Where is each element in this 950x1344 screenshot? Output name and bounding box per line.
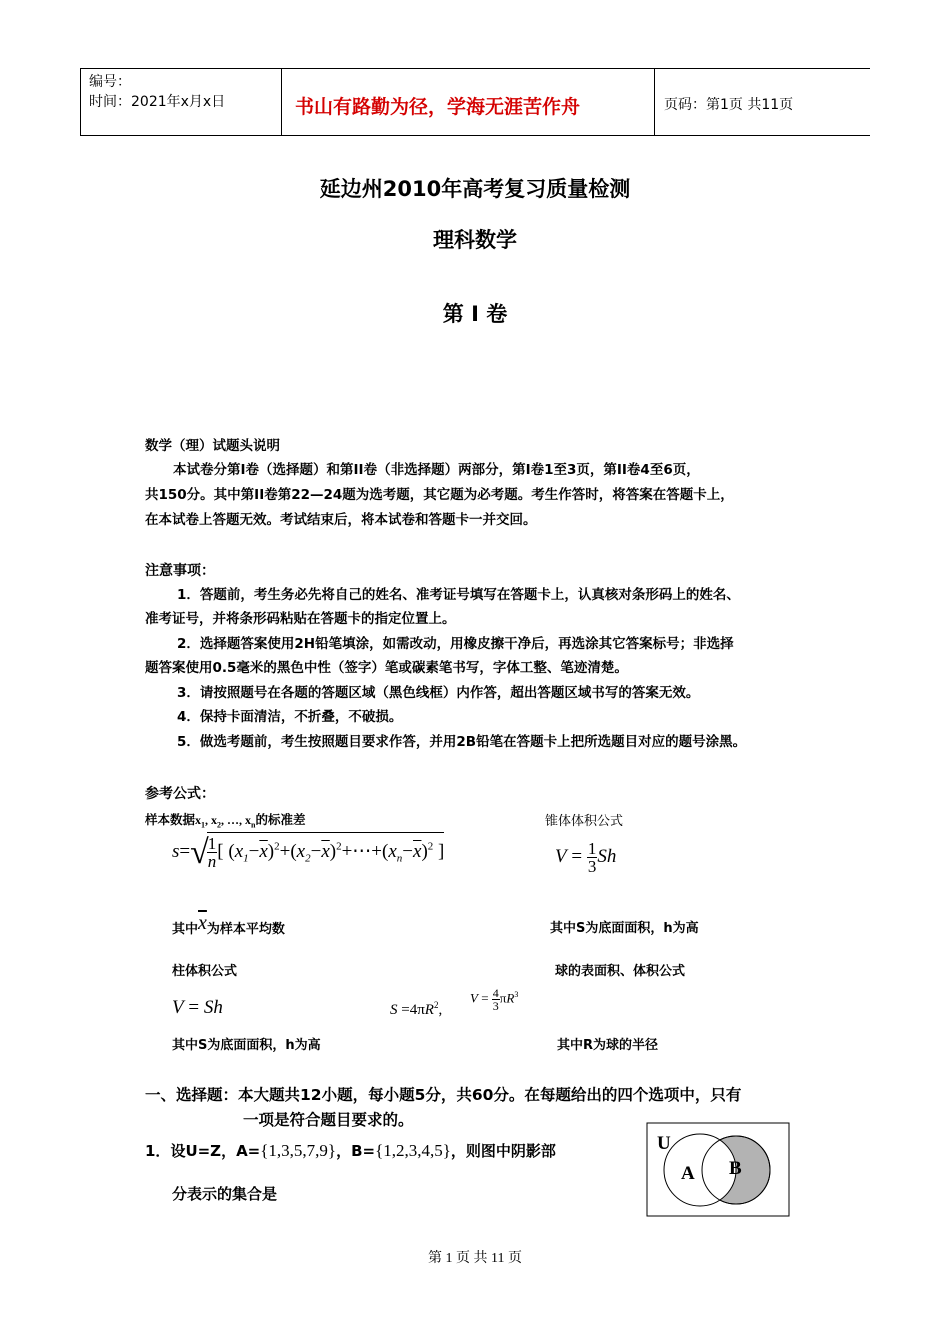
venn-label-u: U	[657, 1133, 671, 1154]
header-left-border	[80, 68, 81, 136]
sphere-label: 球的表面积、体积公式	[555, 964, 686, 979]
set-b: {1,2,3,4,5}	[375, 1141, 451, 1160]
prism-note: 其中S为底面面积，h为高	[172, 1038, 321, 1053]
question-1-line1: 1．设U=Z，A={1,3,5,7,9}，B={1,2,3,4,5}，则图中阴影部	[145, 1141, 556, 1160]
header-number-label: 编号：	[89, 74, 131, 90]
notes-line: 5．做选考题前，考生按照题目要求作答，并用2B铅笔在答题卡上把所选题目对应的题号涂黑。	[177, 734, 747, 750]
sphere-area-formula: $S =4\pi R^2$,	[390, 1000, 443, 1018]
venn-label-b: B	[729, 1158, 742, 1179]
cone-note: 其中S为底面面积，h为高	[550, 921, 699, 936]
sphere-note: 其中R为球的半径	[557, 1038, 659, 1053]
notes-line: 准考证号，并将条形码粘贴在答题卡的指定位置上。	[145, 611, 456, 627]
question-1-line2: 分表示的集合是	[172, 1185, 278, 1203]
std-label: 样本数据$x_1$, $x_2$, …, $x_n$的标准差	[145, 812, 306, 830]
main-title: 延边州2010年高考复习质量检测	[319, 177, 631, 201]
venn-diagram	[646, 1122, 791, 1218]
formulas-heading: 参考公式：	[145, 786, 215, 802]
header-time-label: 时间：2021年x月x日	[89, 94, 226, 110]
set-a: {1,3,5,7,9}	[260, 1141, 337, 1160]
sphere-volume-formula: V = $\frac{4}{3}$ $\pi R^3$	[470, 986, 519, 1013]
venn-label-a: A	[681, 1163, 695, 1184]
cone-formula: V = $\frac{1}{3}$ Sh	[555, 839, 617, 876]
venn-set-a-circle	[664, 1134, 736, 1206]
header-divider-1	[281, 68, 282, 136]
std-formula: s=√ $\frac{1}{n}$ [ $(x_1-\overline{x})^2+(x_2-\overline{x})^2+\cdots+(x_n-\overline{x})^2$ ]	[172, 833, 445, 871]
header-motto: 书山有路勤为径，学海无涯苦作舟	[295, 96, 581, 118]
mean-note: 其中$\overline{x}$为样本平均数	[172, 912, 285, 937]
section-one-heading-cont: 一项是符合题目要求的。	[243, 1111, 414, 1129]
notes-line: 题答案使用0.5毫米的黑色中性（签字）笔或碳素笔书写，字体工整、笔迹清楚。	[145, 660, 628, 676]
subject-title: 理科数学	[433, 228, 517, 252]
prism-label: 柱体积公式	[172, 964, 238, 979]
std-label-vars: $x_1$, $x_2$, …, $x_n$	[195, 813, 256, 830]
section-one-heading: 一、选择题：本大题共12小题，每小题5分，共60分。在每题给出的四个选项中，只有	[145, 1086, 742, 1104]
prism-formula: V = Sh	[172, 997, 223, 1018]
notes-line: 2．选择题答案使用2H铅笔填涂，如需改动，用橡皮擦干净后，再选涂其它答案标号；非选择	[177, 636, 734, 652]
header-page-code: 页码：第1页 共11页	[664, 97, 794, 113]
instructions-heading: 数学（理）试题头说明	[145, 438, 280, 454]
header-top-border	[80, 68, 870, 69]
header-bottom-border	[80, 135, 870, 136]
notes-heading: 注意事项：	[145, 563, 215, 579]
instructions-line: 在本试卷上答题无效。考试结束后，将本试卷和答题卡一并交回。	[145, 512, 537, 528]
footer-page-info: 第 1 页 共 11 页	[428, 1251, 522, 1266]
mean-symbol: $\overline{x}$	[198, 912, 207, 934]
notes-line: 4．保持卡面清洁，不折叠，不破损。	[177, 709, 403, 725]
notes-line: 3．请按照题号在各题的答题区域（黑色线框）内作答，超出答题区域书写的答案无效。	[177, 685, 700, 701]
notes-line: 1．答题前，考生务必先将自己的姓名、准考证号填写在答题卡上，认真核对条形码上的姓名、	[177, 587, 740, 603]
instructions-line: 本试卷分第I卷（选择题）和第II卷（非选择题）两部分，第I卷1至3页，第II卷4至6页，	[173, 462, 700, 478]
header-divider-2	[654, 68, 655, 136]
instructions-line: 共150分。其中第II卷第22—24题为选考题，其它题为必考题。考生作答时，将答案在答题卡上，	[145, 487, 734, 503]
cone-label: 锥体体积公式	[545, 814, 624, 829]
volume-title: 第 I 卷	[442, 302, 508, 326]
